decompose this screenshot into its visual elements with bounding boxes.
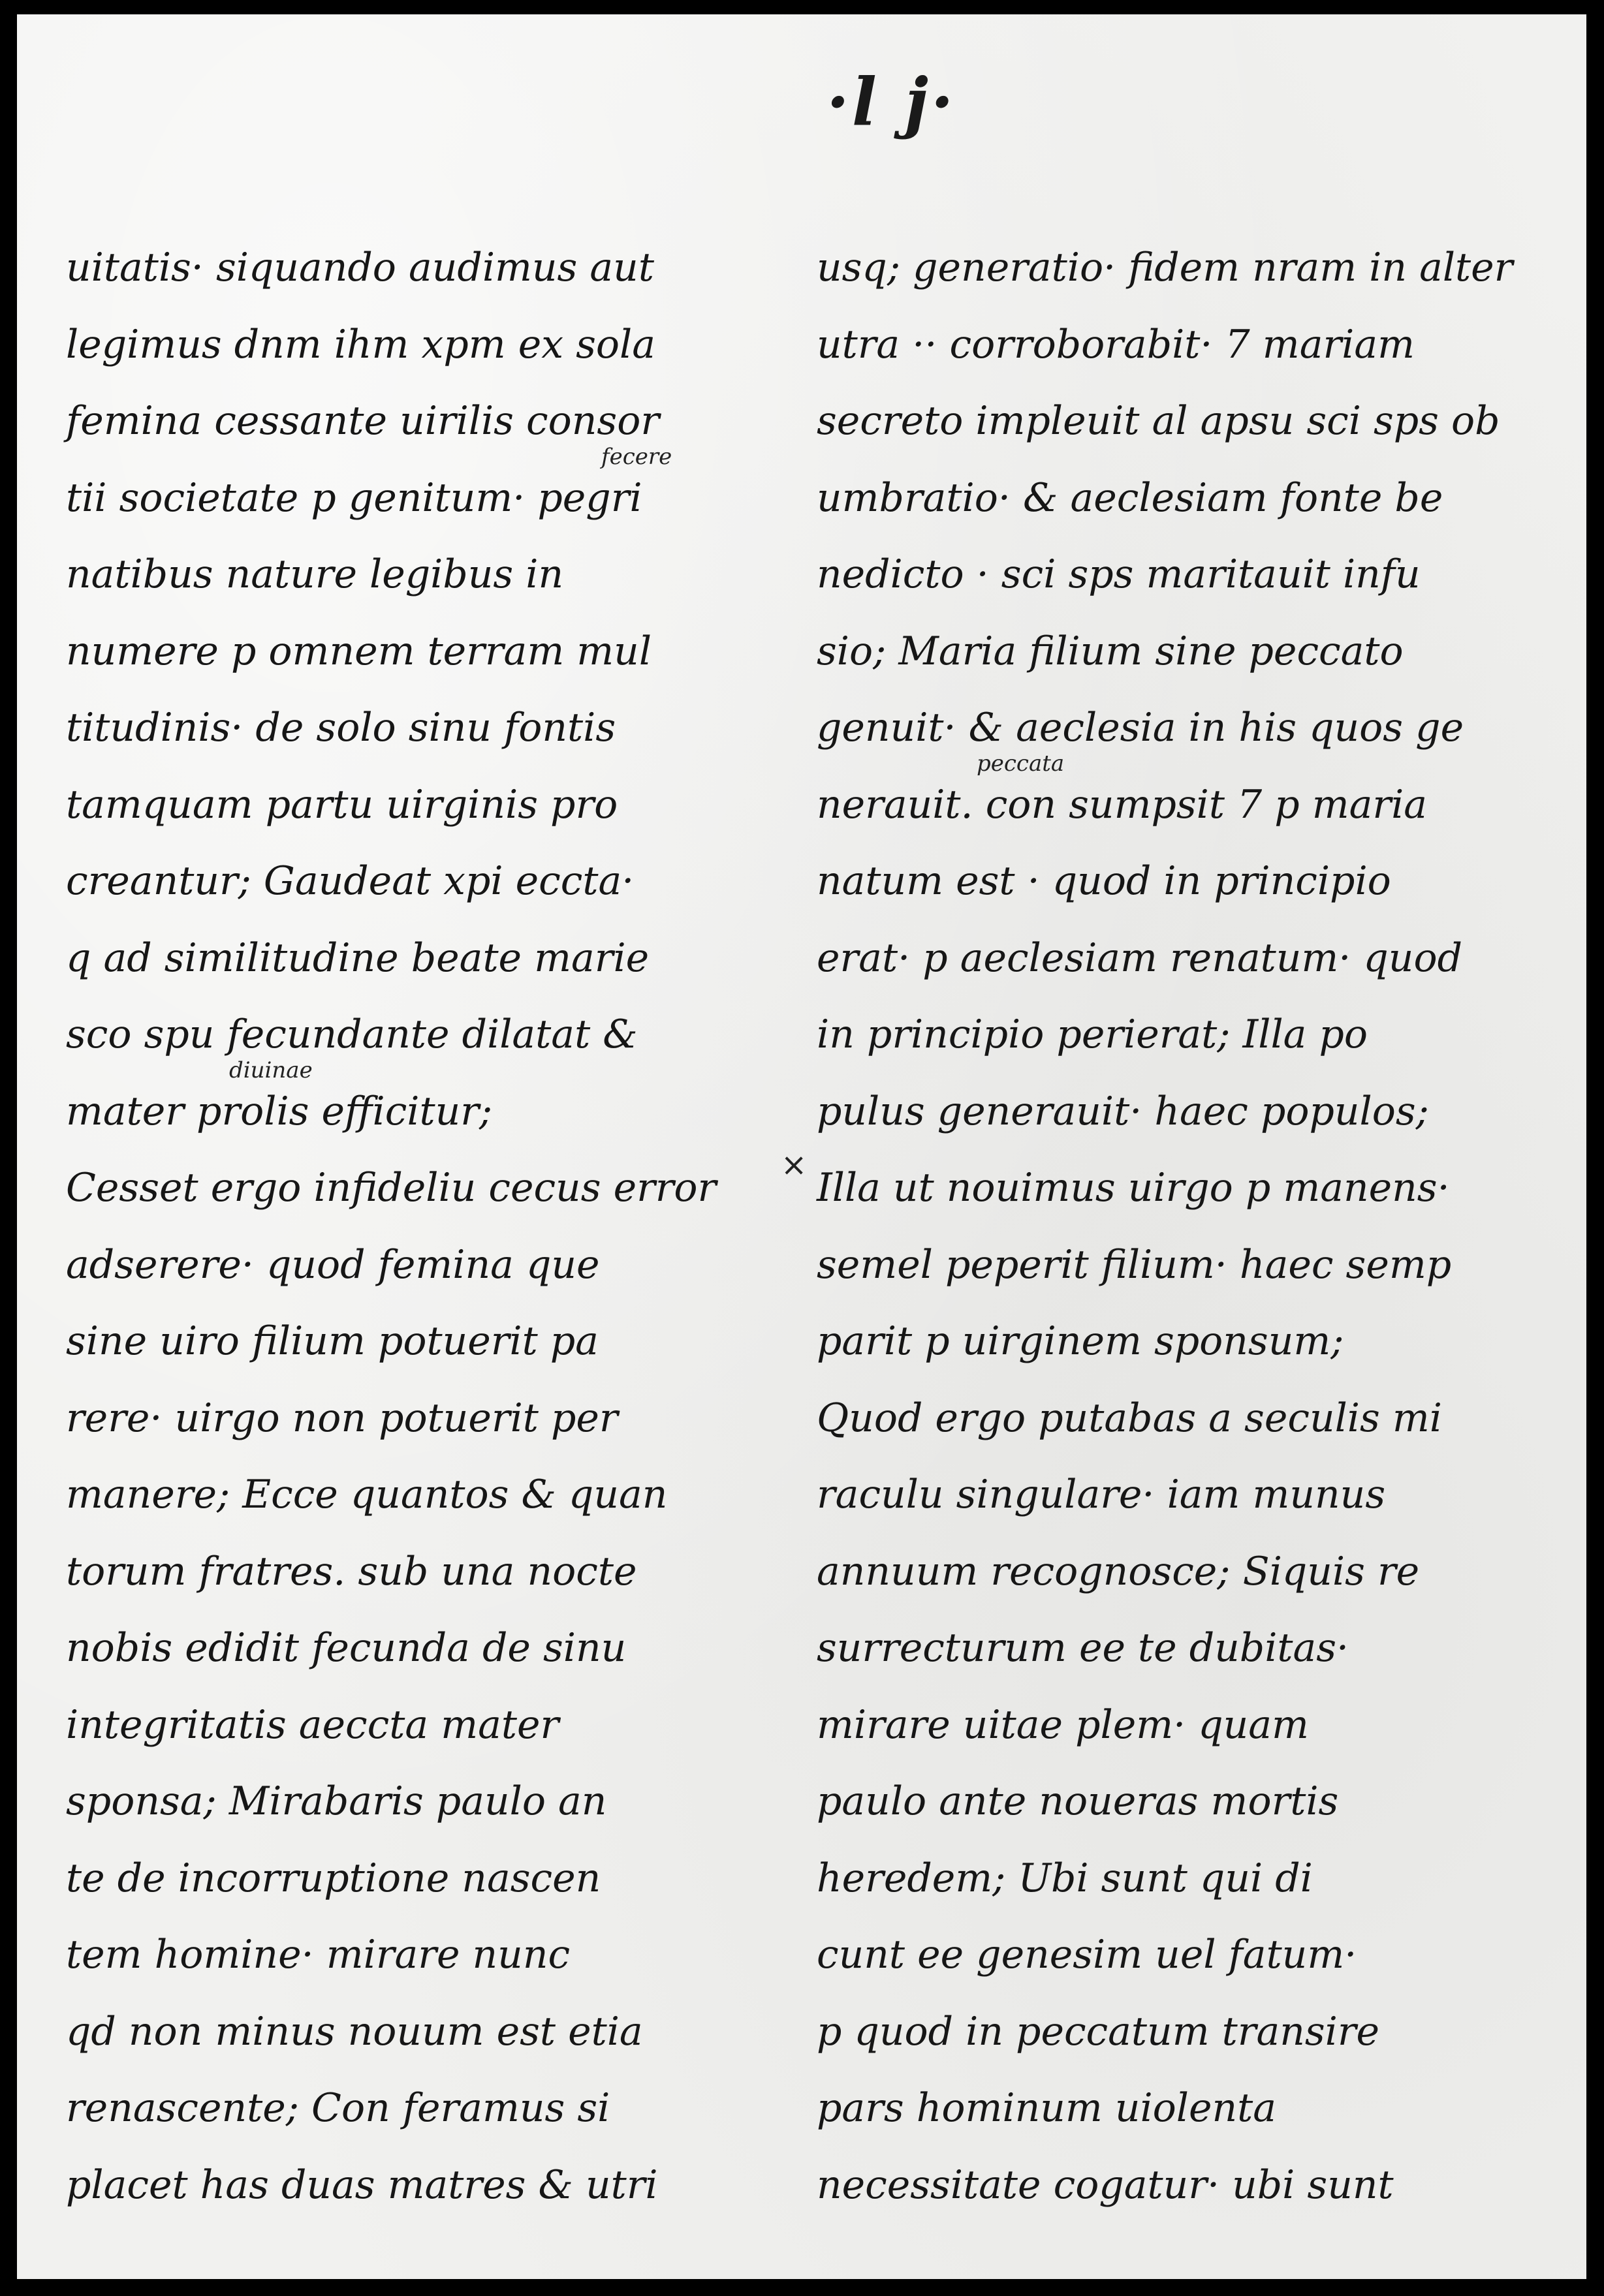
text-line: semel peperit filium· haec semp — [817, 1241, 1452, 1288]
text-line: genuit· & aeclesia in his quos ge — [817, 705, 1464, 751]
text-line: uitatis· siquando audimus aut — [66, 245, 654, 290]
text-line: Quod ergo putabas a seculis mi — [817, 1395, 1442, 1441]
text-line: pars hominum uiolenta — [817, 2085, 1277, 2131]
text-line: titudinis· de solo sinu fontis — [66, 705, 616, 751]
text-line: in principio perierat; Illa po — [817, 1012, 1368, 1057]
interlinear-gloss: diuinae — [229, 1057, 313, 1083]
text-line: secreto impleuit al apsu sci sps ob — [817, 398, 1500, 444]
folio-number: ·l j· — [826, 63, 956, 140]
text-line: tem homine· mirare nunc — [66, 1932, 571, 1978]
text-line: p quod in peccatum transire — [817, 2008, 1380, 2055]
text-line: pulus generauit· haec populos; — [817, 1088, 1429, 1134]
text-line: parit p uirginem sponsum; — [817, 1318, 1344, 1364]
text-line: nobis edidit fecunda de sinu — [66, 1625, 627, 1671]
manuscript-page — [17, 14, 1586, 2279]
text-line: sio; Maria filium sine peccato — [817, 628, 1404, 674]
text-line-content: nerauit. con sumpsit 7 p maria — [817, 781, 1428, 828]
text-line: sine uiro filium potuerit pa — [66, 1318, 599, 1364]
text-line: renascente; Con feramus si — [66, 2085, 610, 2131]
text-line: natibus nature legibus in — [66, 551, 564, 597]
text-line: natum est · quod in principio — [817, 858, 1391, 904]
text-line — [66, 443, 791, 537]
text-line: paulo ante noueras mortis — [817, 1778, 1339, 1824]
text-line: qd non minus nouum est etia — [66, 2008, 643, 2055]
text-line: manere; Ecce quantos & quan — [66, 1472, 668, 1517]
text-line-content: tii societate p genitum· pegri — [66, 474, 642, 521]
text-line: numere p omnem terram mul — [66, 628, 652, 674]
text-line: femina cessante uirilis consor — [66, 398, 659, 444]
text-line: sponsa; Mirabaris paulo an — [66, 1778, 607, 1824]
text-line-content: mater prolis efficitur; — [66, 1088, 493, 1134]
text-line: heredem; Ubi sunt qui di — [817, 1855, 1313, 1901]
text-line — [66, 1057, 791, 1151]
text-line: umbratio· & aeclesiam fonte be — [817, 474, 1443, 521]
text-line: placet has duas matres & utri — [66, 2162, 658, 2208]
text-line: utra ·· corroborabit· 7 mariam — [817, 321, 1415, 367]
text-line: mirare uitae plem· quam — [817, 1701, 1309, 1748]
text-line: usq; generatio· fidem nram in alter — [817, 245, 1513, 290]
text-line: tamquam partu uirginis pro — [66, 781, 618, 828]
text-line: q ad similitudine beate marie — [66, 935, 650, 981]
text-line: creantur; Gaudeat xpi eccta· — [66, 858, 635, 904]
text-line: rere· uirgo non potuerit per — [66, 1395, 618, 1441]
text-line: legimus dnm ihm xpm ex sola — [66, 321, 656, 367]
interlinear-gloss: fecere — [601, 443, 672, 470]
text-line: nedicto · sci sps maritauit infu — [817, 551, 1421, 597]
text-line: annuum recognosce; Siquis re — [817, 1548, 1420, 1594]
text-line: surrecturum ee te dubitas· — [817, 1625, 1349, 1671]
text-line: erat· p aeclesiam renatum· quod — [817, 935, 1462, 981]
text-line: raculu singulare· iam munus — [817, 1472, 1386, 1517]
text-line: necessitate cogatur· ubi sunt — [817, 2162, 1394, 2208]
text-line: torum fratres. sub una nocte — [66, 1548, 637, 1594]
text-line: te de incorruptione nascen — [66, 1855, 601, 1901]
text-line: adserere· quod femina que — [66, 1241, 600, 1288]
right-column — [817, 230, 1548, 2224]
text-line — [817, 750, 1548, 844]
interlinear-gloss: peccata — [977, 750, 1065, 777]
text-line: cunt ee genesim uel fatum· — [817, 1932, 1357, 1978]
margin-cross-mark: × — [781, 1147, 808, 1183]
text-line: Illa ut nouimus uirgo p manens· — [817, 1165, 1450, 1211]
text-line: Cesset ergo infideliu cecus error — [66, 1165, 717, 1211]
text-line: integritatis aeccta mater — [66, 1701, 559, 1748]
left-column — [66, 230, 791, 2224]
text-line: sco spu fecundante dilatat & — [66, 1012, 638, 1057]
